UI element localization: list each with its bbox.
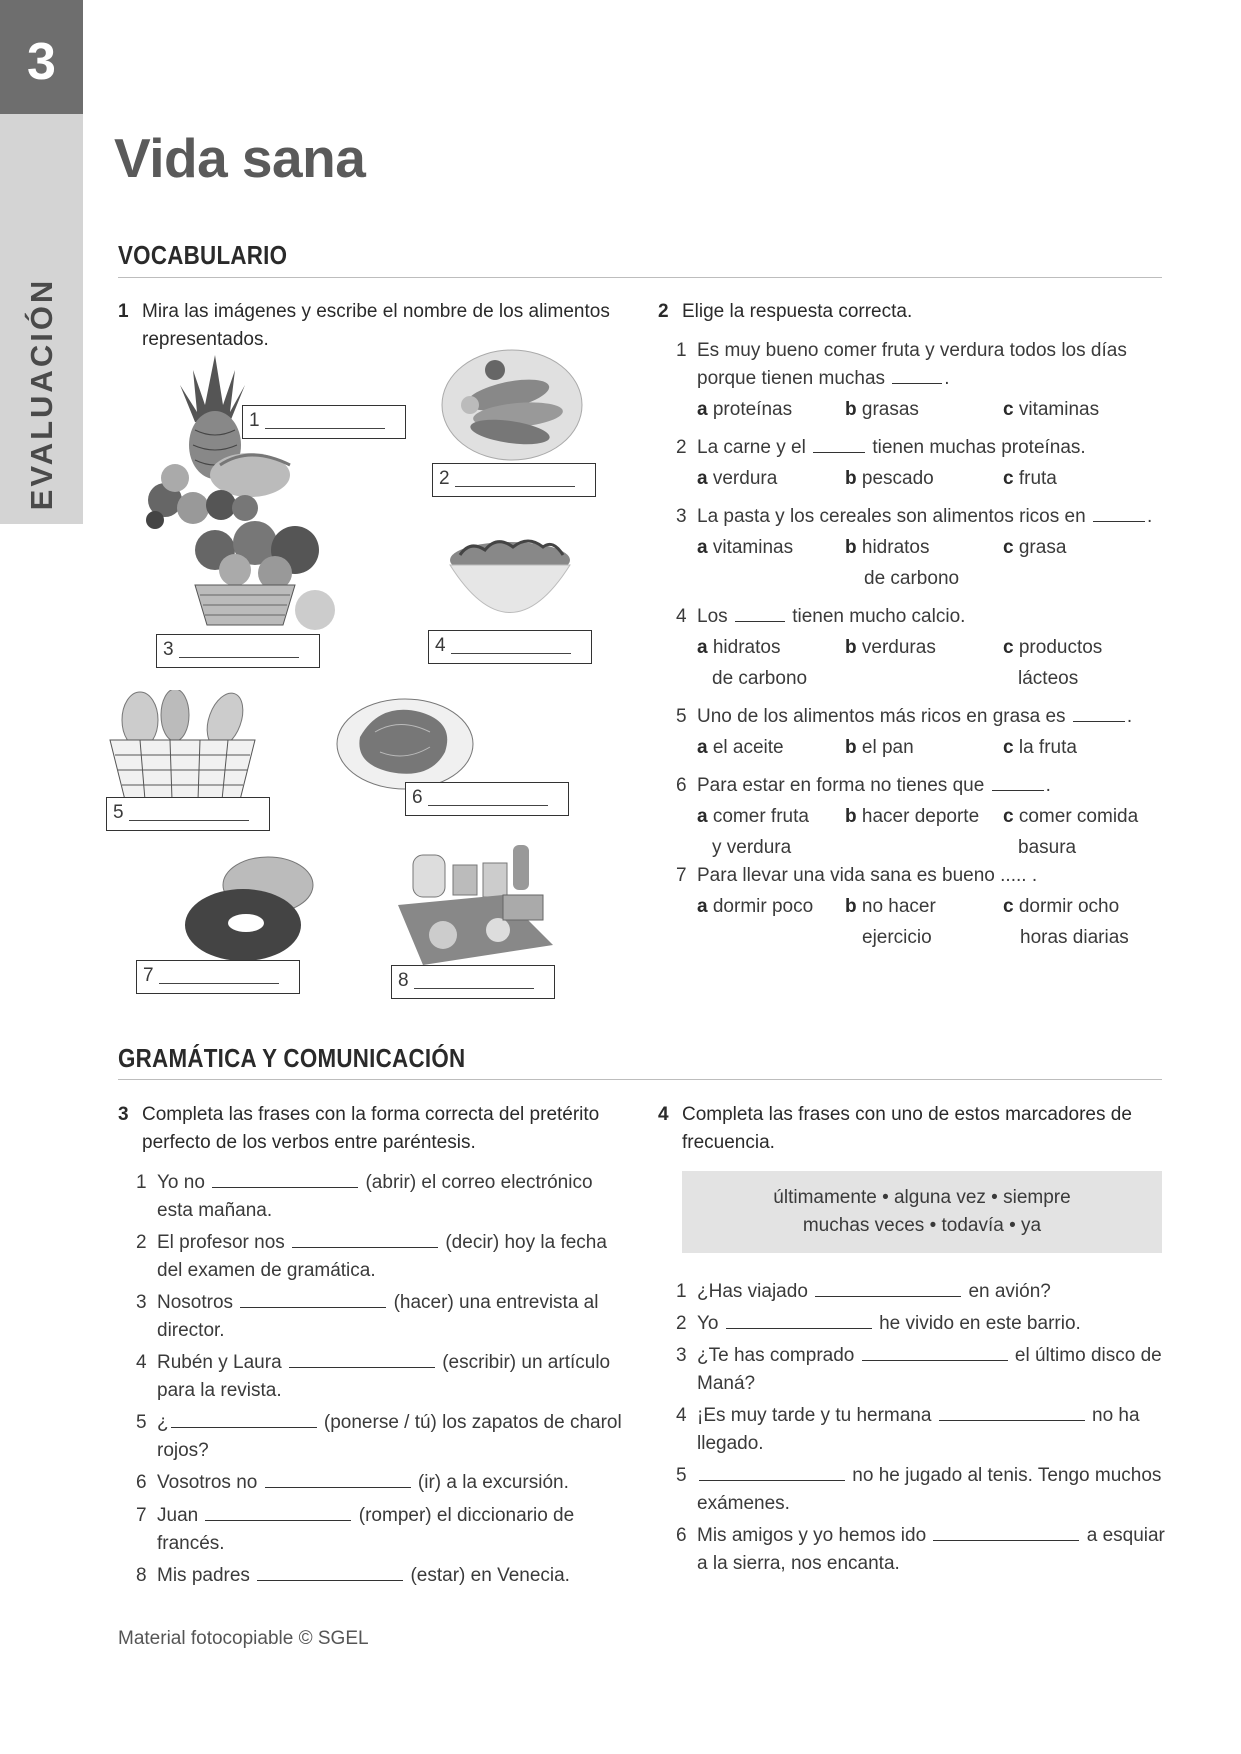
ex4-item-blank[interactable] xyxy=(862,1359,1008,1361)
word-box-line-1: últimamente • alguna vez • siempre xyxy=(773,1187,1071,1208)
ex4-item-number: 5 xyxy=(676,1465,687,1486)
ex2-q4-option-c-line2: lácteos xyxy=(1018,668,1079,689)
ex2-q7-option-c[interactable]: c dormir ocho xyxy=(1003,896,1120,917)
ex2-q3-option-a[interactable]: a vitaminas xyxy=(697,537,794,558)
ex3-item-line2: esta mañana. xyxy=(157,1200,273,1221)
ex4-number: 4 xyxy=(658,1104,669,1125)
side-label-text: EVALUACIÓN xyxy=(24,277,59,511)
ex3-item-text: El profesor nos (decir) hoy la fecha xyxy=(157,1232,607,1253)
ex2-q1-number: 1 xyxy=(676,340,687,361)
ex4-item-blank[interactable] xyxy=(699,1479,845,1481)
ex2-q4-number: 4 xyxy=(676,606,687,627)
ex3-item-number: 2 xyxy=(136,1232,147,1253)
ex3-item-line2: rojos? xyxy=(157,1440,209,1461)
fish-plate-image xyxy=(440,340,585,465)
ex2-q6-option-a[interactable]: a comer fruta xyxy=(697,806,809,827)
side-label xyxy=(0,114,83,524)
ex2-q5-option-a[interactable]: a el aceite xyxy=(697,737,784,758)
grammar-heading: GRAMÁTICA Y COMUNICACIÓN xyxy=(118,1043,466,1073)
ex2-q5-option-b[interactable]: b el pan xyxy=(845,737,914,758)
ex4-item-text: ¡Es muy tarde y tu hermana no ha xyxy=(697,1405,1140,1426)
vocab-rule xyxy=(118,277,1162,278)
ex3-item-line2: del examen de gramática. xyxy=(157,1260,376,1281)
ex4-item-blank[interactable] xyxy=(726,1327,872,1329)
ex4-item-number: 4 xyxy=(676,1405,687,1426)
food-label-1[interactable]: 1 xyxy=(242,405,406,439)
ex2-q6-number: 6 xyxy=(676,775,687,796)
ex2-q3-text: La pasta y los cereales son alimentos ricos en . xyxy=(697,506,1153,527)
ex2-q4-blank[interactable] xyxy=(735,620,785,622)
food-label-8[interactable]: 8 xyxy=(391,965,555,999)
ex3-item-text: Yo no (abrir) el correo electrónico xyxy=(157,1172,593,1193)
ex3-item-number: 6 xyxy=(136,1472,147,1493)
ex3-item-blank[interactable] xyxy=(292,1246,438,1248)
ex2-q5-number: 5 xyxy=(676,706,687,727)
ex4-item-text: Mis amigos y yo hemos ido a esquiar xyxy=(697,1525,1165,1546)
ex3-item-blank[interactable] xyxy=(265,1486,411,1488)
ex2-q7-text: Para llevar una vida sana es bueno ..... . xyxy=(697,865,1038,886)
ex4-item-text: ¿Has viajado en avión? xyxy=(697,1281,1051,1302)
ex2-q3-number: 3 xyxy=(676,506,687,527)
ex3-item-text: Rubén y Laura (escribir) un artículo xyxy=(157,1352,611,1373)
ex2-q1-text: Es muy bueno comer fruta y verdura todos los días porque tienen muchas . xyxy=(697,340,1127,389)
ex3-item-text: Mis padres (estar) en Venecia. xyxy=(157,1565,570,1586)
ex2-q3-option-b[interactable]: b hidratos xyxy=(845,537,930,558)
ex2-q2-text: La carne y el tienen muchas proteínas. xyxy=(697,437,1086,458)
ex4-item-text: no he jugado al tenis. Tengo muchos xyxy=(697,1462,1161,1490)
ex2-q5-option-c[interactable]: c la fruta xyxy=(1003,737,1077,758)
ex2-q4-text: Los tienen mucho calcio. xyxy=(697,606,966,627)
ex2-q1-option-a[interactable]: a proteínas xyxy=(697,399,793,420)
ex3-item-text: ¿ (ponerse / tú) los zapatos de charol xyxy=(157,1412,622,1433)
ex3-item-blank[interactable] xyxy=(171,1426,317,1428)
frequency-word-box xyxy=(682,1171,1162,1253)
ex2-q6-text: Para estar en forma no tienes que . xyxy=(697,775,1051,796)
ex2-q6-option-b[interactable]: b hacer deporte xyxy=(845,806,980,827)
ex2-q3-option-c[interactable]: c grasa xyxy=(1003,537,1067,558)
ex4-item-blank[interactable] xyxy=(815,1295,961,1297)
ex2-q6-option-c[interactable]: c comer comida xyxy=(1003,806,1139,827)
ex4-item-blank[interactable] xyxy=(933,1539,1079,1541)
ex3-item-line2: director. xyxy=(157,1320,225,1341)
ex2-q5-blank[interactable] xyxy=(1073,720,1125,722)
ex3-item-number: 1 xyxy=(136,1172,147,1193)
ex4-item-line2: Maná? xyxy=(697,1373,756,1394)
ex4-item-number: 2 xyxy=(676,1313,687,1334)
ex4-item-line2: exámenes. xyxy=(697,1493,790,1514)
ex3-item-number: 5 xyxy=(136,1412,147,1433)
ex1-number: 1 xyxy=(118,301,129,322)
ex2-q1-option-c[interactable]: c vitaminas xyxy=(1003,399,1100,420)
ex2-q4-option-b[interactable]: b verduras xyxy=(845,637,936,658)
ex2-q2-option-b[interactable]: b pescado xyxy=(845,468,934,489)
ex4-item-number: 6 xyxy=(676,1525,687,1546)
ex2-q6-option-a-line2: y verdura xyxy=(712,837,792,858)
ex2-q4-option-a[interactable]: a hidratos xyxy=(697,637,781,658)
food-label-3[interactable]: 3 xyxy=(156,634,320,668)
ex2-q3-blank[interactable] xyxy=(1093,520,1145,522)
ex2-q1-blank[interactable] xyxy=(892,382,942,384)
ex2-q4-option-a-line2: de carbono xyxy=(712,668,808,689)
ex2-q7-option-b[interactable]: b no hacer xyxy=(845,896,936,917)
ex4-item-line2: llegado. xyxy=(697,1433,764,1454)
ex2-q7-option-a[interactable]: a dormir poco xyxy=(697,896,814,917)
meat-plate-image xyxy=(335,692,475,792)
unit-number: 3 xyxy=(27,33,56,91)
dairy-products-image xyxy=(383,835,558,970)
ex3-item-blank[interactable] xyxy=(289,1366,435,1368)
ex3-item-number: 7 xyxy=(136,1505,147,1526)
ex3-item-text: Juan (romper) el diccionario de xyxy=(157,1505,575,1526)
ex4-item-text: Yo he vivido en este barrio. xyxy=(697,1313,1081,1334)
vegetable-basket-image xyxy=(165,515,340,640)
food-label-6[interactable]: 6 xyxy=(405,782,569,816)
bread-basket-image xyxy=(100,690,265,805)
ex2-q7-option-c-line2: horas diarias xyxy=(1020,927,1129,948)
ex2-q3-option-b-line2: de carbono xyxy=(864,568,960,589)
ex2-q7-number: 7 xyxy=(676,865,687,886)
ex4-item-line2: a la sierra, nos encanta. xyxy=(697,1553,900,1574)
ex3-item-blank[interactable] xyxy=(205,1519,351,1521)
ex2-q7-option-b-line2: ejercicio xyxy=(862,927,932,948)
ex2-q2-option-c[interactable]: c fruta xyxy=(1003,468,1057,489)
ex3-instruction: Completa las frases con la forma correcta del pretérito perfecto de los verbos entre paréntesis. xyxy=(142,1104,600,1153)
ex4-instruction: Completa las frases con uno de estos marcadores de frecuencia. xyxy=(682,1104,1132,1153)
ex4-item-number: 3 xyxy=(676,1345,687,1366)
food-label-7[interactable]: 7 xyxy=(136,960,300,994)
food-label-2[interactable]: 2 xyxy=(432,463,596,497)
grammar-rule xyxy=(118,1079,1162,1080)
ex3-item-blank[interactable] xyxy=(212,1186,358,1188)
donut-hotdog-image xyxy=(178,845,318,965)
page-title: Vida sana xyxy=(114,127,366,189)
ex2-number: 2 xyxy=(658,301,669,322)
food-label-5[interactable]: 5 xyxy=(106,797,270,831)
ex3-item-blank[interactable] xyxy=(240,1306,386,1308)
ex2-q2-option-a[interactable]: a verdura xyxy=(697,468,778,489)
ex1-instruction: Mira las imágenes y escribe el nombre de los alimentos representados. xyxy=(142,301,610,350)
ex2-q6-blank[interactable] xyxy=(992,789,1044,791)
ex4-item-text: ¿Te has comprado el último disco de xyxy=(697,1345,1162,1366)
ex2-q4-option-c[interactable]: c productos xyxy=(1003,637,1103,658)
ex2-q2-number: 2 xyxy=(676,437,687,458)
ex3-item-blank[interactable] xyxy=(257,1579,403,1581)
salad-bowl-image xyxy=(435,530,585,640)
vocab-heading: VOCABULARIO xyxy=(118,240,288,270)
word-box-line-2: muchas veces • todavía • ya xyxy=(802,1215,1042,1236)
ex3-item-number: 4 xyxy=(136,1352,147,1373)
food-label-4[interactable]: 4 xyxy=(428,630,592,664)
ex3-number: 3 xyxy=(118,1104,129,1125)
ex2-q1-option-b[interactable]: b grasas xyxy=(845,399,919,420)
ex2-q6-option-c-line2: basura xyxy=(1018,837,1077,858)
ex3-item-number: 8 xyxy=(136,1565,147,1586)
ex3-item-text: Nosotros (hacer) una entrevista al xyxy=(157,1292,599,1313)
ex2-q2-blank[interactable] xyxy=(813,451,865,453)
ex2-instruction: Elige la respuesta correcta. xyxy=(682,301,913,322)
ex2-q5-text: Uno de los alimentos más ricos en grasa es . xyxy=(697,706,1133,727)
ex4-item-blank[interactable] xyxy=(939,1419,1085,1421)
footer-copyright: Material fotocopiable © SGEL xyxy=(118,1628,369,1649)
ex3-item-text: Vosotros no (ir) a la excursión. xyxy=(157,1472,569,1493)
ex3-item-number: 3 xyxy=(136,1292,147,1313)
ex3-item-line2: para la revista. xyxy=(157,1380,282,1401)
ex3-item-line2: francés. xyxy=(157,1533,225,1554)
ex4-item-number: 1 xyxy=(676,1281,687,1302)
fruit-pile-image xyxy=(135,350,300,530)
